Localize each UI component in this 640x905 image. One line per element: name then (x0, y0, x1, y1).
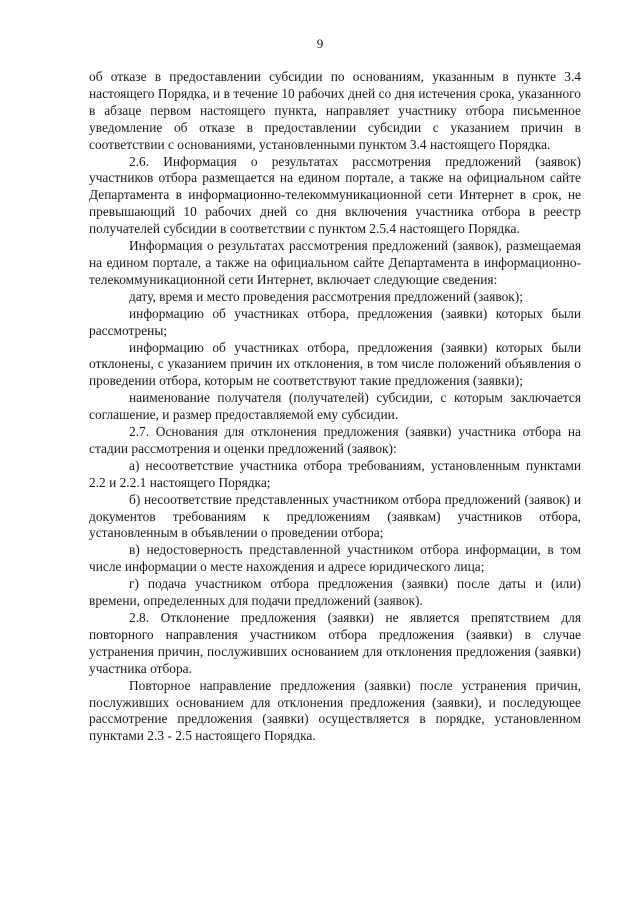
paragraph-refusal-notice: об отказе в предоставлении субсидии по основаниям, указанным в пункте 3.4 настоящего Порядка, и в течение 10 рабочих дней со дня истечения срока, указанного в абзаце первом настоящего пункта, направляет участнику отбора письменное уведомление об отказе в предоставлении субсидии с указанием причин в соответствии с основаниями, установленными пунктом 3.4 настоящего Порядка. (89, 69, 581, 152)
list-item-a: а) несоответствие участника отбора требованиям, установленным пунктами 2.2 и 2.2.1 настоящего Порядка; (89, 457, 581, 490)
list-item-v: в) недостоверность представленной участником отбора информации, в том числе информации о месте нахождения и адресе юридического лица; (89, 542, 581, 575)
list-item-g: г) подача участником отбора предложения (заявки) после даты и (или) времени, определенных для подачи предложений (заявок). (89, 576, 581, 609)
paragraph-2-7: 2.7. Основания для отклонения предложения (заявки) участника отбора на стадии рассмотрения и оценки предложений (заявок): (89, 424, 581, 456)
list-item-date-time-place: дату, время и место проведения рассмотрения предложений (заявок); (129, 288, 523, 304)
page-number: 9 (316, 36, 324, 51)
paragraph-2-6: 2.6. Информация о результатах рассмотрения предложений (заявок) участников отбора размещается на едином портале, а также на официальном сайте Департамента в информационно-телекоммуникационной сети Интернет в срок, не превышающий 10 рабочих дней со дня включения участника отбора в реестр получателей субсидии в соответствии с пунктом 2.5.4 настоящего Порядка. (89, 153, 581, 237)
list-item-rejected-participants: информацию об участниках отбора, предложения (заявки) которых были отклонены, с указанием причин их отклонения, в том числе положений объявления о проведении отбора, которым не соответствуют такие предложения (заявки); (89, 339, 581, 389)
paragraph-results-info: Информация о результатах рассмотрения предложений (заявок), размещаемая на едином портале, а также на официальном сайте Департамента в информационно-телекоммуникационной сети Интернет, включает следующие сведения: (89, 238, 581, 287)
document-body (89, 69, 581, 745)
list-item-b: б) несоответствие представленных участником отбора предложений (заявок) и документов требованиям к предложениям (заявкам) участников отбора, установленным в объявлении о проведении отбора; (89, 491, 581, 541)
list-item-considered-participants: информацию об участниках отбора, предложения (заявки) которых были рассмотрены; (89, 305, 581, 338)
paragraph-resubmission: Повторное направление предложения (заявки) после устранения причин, послуживших основанием для отклонения предложения (заявки), и последующее рассмотрение предложения (заявки) осуществляется в порядке, установленном пунктами 2.3 - 2.5 настоящего Порядка. (89, 677, 581, 744)
paragraph-2-8: 2.8. Отклонение предложения (заявки) не является препятствием для повторного направления участником отбора предложения (заявки) в случае устранения причин, послуживших основанием для отклонения предложения (заявки) участника отбора. (89, 610, 581, 676)
list-item-recipient-name: наименование получателя (получателей) субсидии, с которым заключается соглашение, и размер предоставляемой ему субсидии. (89, 390, 581, 423)
